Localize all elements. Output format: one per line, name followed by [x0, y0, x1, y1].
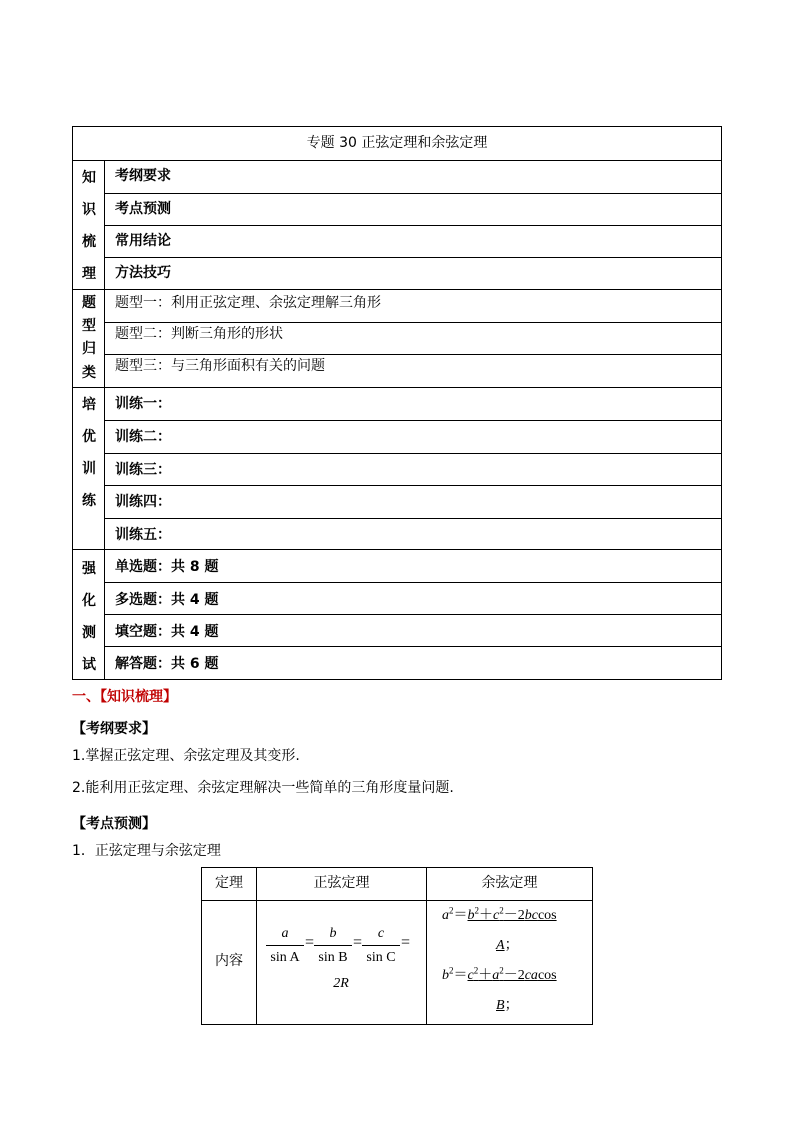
outline-item[interactable]: 方法技巧 [105, 257, 721, 289]
cosine-law-a: $a^2=b^2+c^2-2bccos$ [442, 905, 557, 923]
outline-item[interactable]: 常用结论 [105, 225, 721, 257]
row-label: 内容 [215, 953, 243, 969]
sine-law-fraction: a sin A [266, 926, 304, 966]
label-char: 训 [82, 461, 96, 477]
outline-item[interactable]: 题型二：判断三角形的形状 [105, 322, 721, 354]
equals-sign: = [401, 934, 411, 951]
section-label [73, 161, 105, 289]
section-tests [73, 549, 721, 679]
equals-sign: = [353, 934, 363, 951]
label-char: 化 [82, 593, 96, 609]
outline-item[interactable]: 考纲要求 [115, 168, 171, 184]
outline-item[interactable]: 训练三： [105, 453, 721, 485]
section-label [73, 388, 105, 549]
label-char: 练 [82, 493, 96, 509]
exam-requirement-item: 2.能利用正弦定理、余弦定理解决一些简单的三角形度量问题. [72, 780, 454, 796]
label-char: 识 [82, 202, 96, 218]
outline-item[interactable]: 单选题：共 8 题 [115, 559, 219, 575]
outline-item[interactable]: 考点预测 [105, 193, 721, 225]
section-label [73, 290, 105, 387]
label-char: 类 [82, 365, 96, 381]
label-char: 梳 [82, 234, 96, 250]
outline-item[interactable]: 填空题：共 4 题 [105, 614, 721, 646]
label-char: 归 [82, 341, 96, 357]
table-divider [202, 900, 592, 901]
sine-law-tail: 2R [333, 976, 349, 991]
section-knowledge [73, 161, 721, 289]
label-char: 培 [82, 397, 96, 413]
sine-law-fraction: b sin B [314, 926, 352, 966]
outline-table [72, 126, 722, 680]
outline-item[interactable]: 训练二： [105, 420, 721, 453]
outline-item[interactable]: 训练五： [105, 518, 721, 550]
equals-sign: = [305, 934, 315, 951]
label-char: 强 [82, 561, 96, 577]
cosine-law-b-tail: B； [496, 998, 519, 1013]
outline-item[interactable]: 解答题：共 6 题 [105, 646, 721, 680]
section-training [73, 387, 721, 549]
label-char: 知 [82, 170, 96, 186]
label-char: 测 [82, 625, 96, 641]
header-cell: 余弦定理 [481, 875, 538, 891]
exam-requirements-heading: 【考纲要求】 [72, 721, 156, 737]
outline-item[interactable]: 训练四： [105, 485, 721, 518]
section-question-types [73, 289, 721, 387]
label-char: 试 [82, 657, 96, 673]
exam-requirement-item: 1.掌握正弦定理、余弦定理及其变形. [72, 748, 300, 764]
cosine-law-a-tail: A； [496, 938, 519, 953]
forecast-heading: 【考点预测】 [72, 816, 156, 832]
cosine-law-b: $b^2=c^2+a^2-2cacos$ [442, 965, 557, 983]
outline-item[interactable]: 题型三：与三角形面积有关的问题 [105, 354, 721, 388]
formula-table [201, 867, 593, 1025]
label-char: 优 [82, 429, 96, 445]
label-char: 型 [82, 318, 96, 334]
forecast-item: 1．正弦定理与余弦定理 [72, 843, 221, 859]
header-cell: 正弦定理 [313, 875, 370, 891]
label-char: 题 [82, 295, 96, 311]
section-label [73, 550, 105, 679]
header-cell: 定理 [215, 875, 243, 891]
label-char: 理 [82, 266, 96, 282]
outline-item[interactable]: 题型一：利用正弦定理、余弦定理解三角形 [115, 295, 381, 311]
sine-law-fraction: c sin C [362, 926, 400, 966]
section-heading: 一、【知识梳理】 [72, 689, 177, 705]
outline-item[interactable]: 多选题：共 4 题 [105, 582, 721, 614]
outline-item[interactable]: 训练一： [115, 396, 171, 412]
outline-title: 专题 30 正弦定理和余弦定理 [73, 127, 721, 161]
